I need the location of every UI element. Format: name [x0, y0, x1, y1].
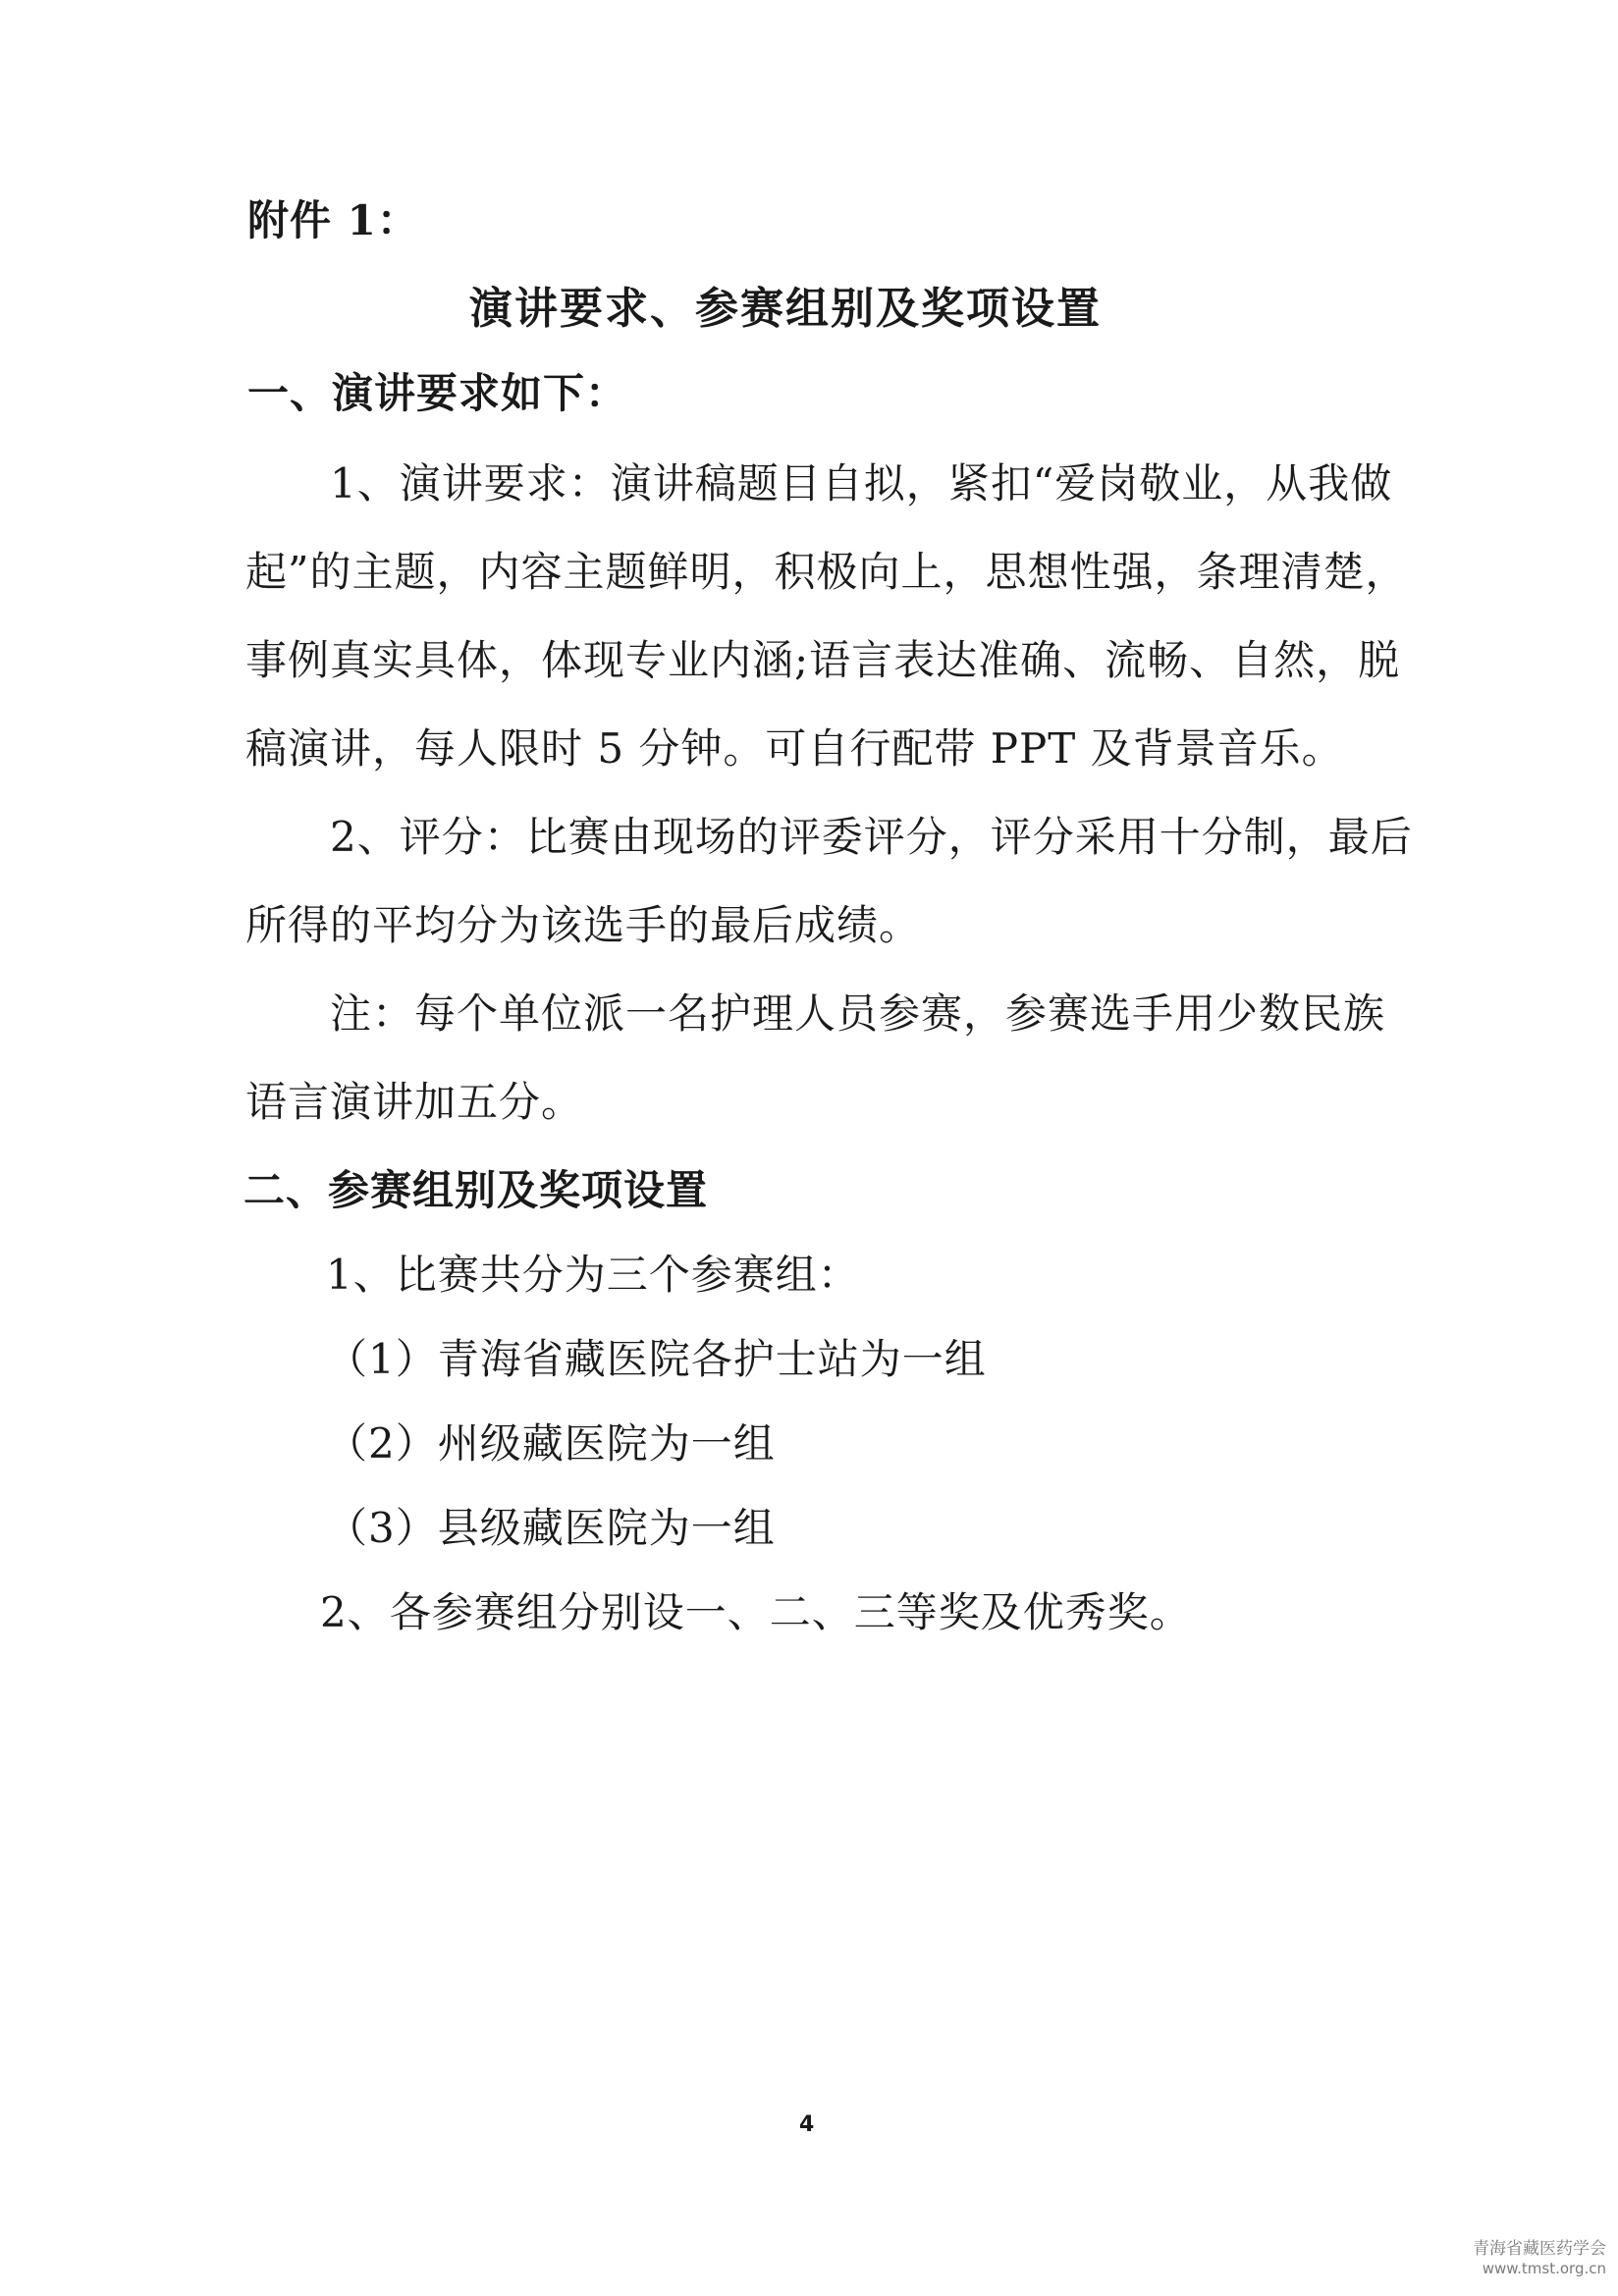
section2-heading: 二、参赛组别及奖项设置	[243, 1166, 709, 1214]
section2-item2: 2、各参赛组分别设一、二、三等奖及优秀奖。	[320, 1588, 1192, 1636]
section1-item1-line: 起”的主题，内容主题鲜明，积极向上，思想性强，条理清楚，	[245, 548, 1408, 596]
watermark	[1473, 2239, 1606, 2278]
section1-item2-line: 所得的平均分为该选手的最后成绩。	[245, 901, 922, 949]
page-number: 4	[799, 2112, 815, 2137]
watermark-name: 青海省藏医药学会	[1473, 2239, 1606, 2259]
section1-item1-line: 1、演讲要求：演讲稿题目自拟，紧扣“爱岗敬业，从我做	[330, 459, 1393, 507]
section1-item1-line: 事例真实具体，体现专业内涵;语言表达准确、流畅、自然，脱	[245, 636, 1401, 684]
document-title: 演讲要求、参赛组别及奖项设置	[469, 284, 1102, 334]
section1-item2-line: 2、评分：比赛由现场的评委评分，评分采用十分制，最后	[330, 813, 1413, 861]
attachment-label: 附件 1：	[247, 196, 419, 244]
group-item: （1）青海省藏医院各护士站为一组	[326, 1335, 987, 1383]
group-item: （2）州级藏医院为一组	[326, 1419, 776, 1468]
section1-note-line: 语言演讲加五分。	[245, 1078, 584, 1126]
group-item: （3）县级藏医院为一组	[326, 1504, 776, 1552]
watermark-url: www.tmst.org.cn	[1482, 2260, 1606, 2277]
section2-item1: 1、比赛共分为三个参赛组：	[326, 1251, 860, 1299]
section1-note-line: 注：每个单位派一名护理人员参赛，参赛选手用少数民族	[330, 989, 1386, 1038]
section1-heading: 一、演讲要求如下：	[247, 369, 628, 417]
section1-item1-line: 稿演讲，每人限时 5 分钟。可自行配带 PPT 及背景音乐。	[245, 724, 1344, 773]
